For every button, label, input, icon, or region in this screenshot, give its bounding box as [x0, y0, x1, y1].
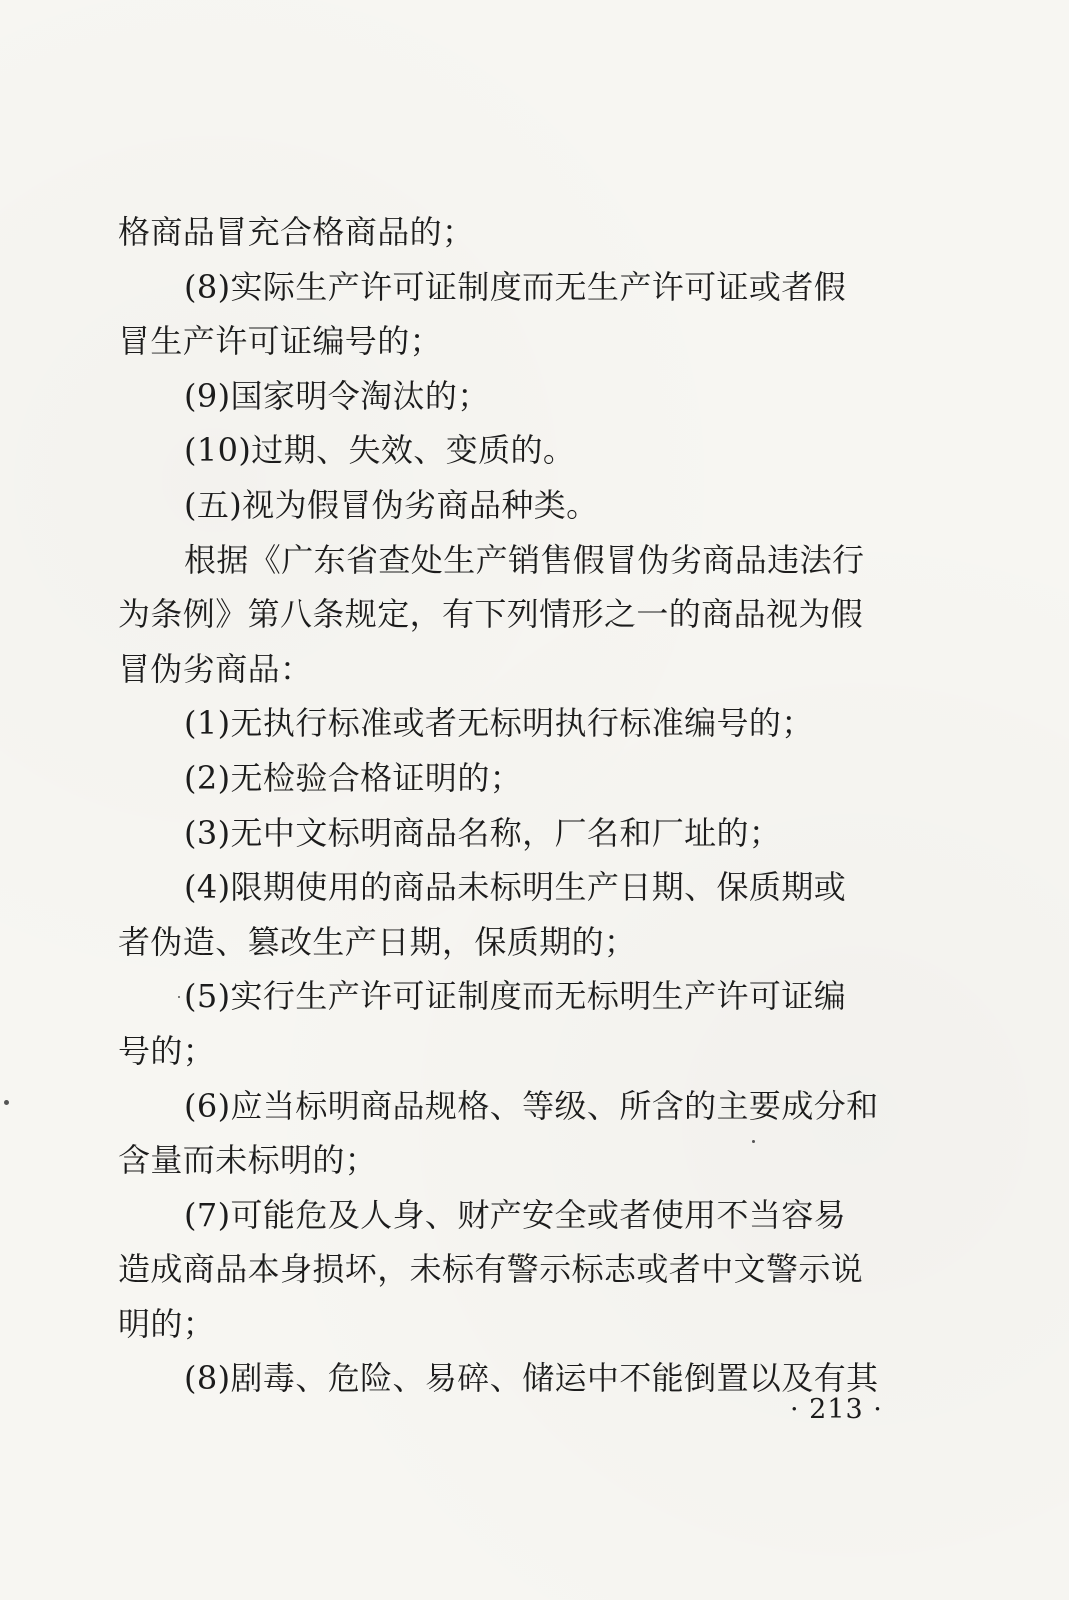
page-number: · 213 ·: [790, 1394, 883, 1425]
text-line: (6)应当标明商品规格、等级、所含的主要成分和: [184, 1086, 879, 1125]
text-line: (7)可能危及人身、财产安全或者使用不当容易: [184, 1195, 847, 1234]
paper-speck: [178, 996, 180, 998]
text-line: (2)无检验合格证明的；: [184, 758, 523, 797]
text-line: (8)剧毒、危险、易碎、储运中不能倒置以及有其: [184, 1359, 879, 1398]
text-line: 号的；: [118, 1031, 216, 1070]
text-line: (3)无中文标明商品名称，厂名和厂址的；: [184, 813, 782, 852]
text-line: (1)无执行标准或者无标明执行标准编号的；: [184, 704, 814, 743]
text-line: 者伪造、篡改生产日期，保质期的；: [118, 922, 637, 961]
text-line: 冒生产许可证编号的；: [118, 322, 443, 361]
text-line: 为条例》第八条规定，有下列情形之一的商品视为假: [118, 595, 864, 634]
text-line: (4)限期使用的商品未标明生产日期、保质期或: [184, 868, 847, 907]
paper-speck: [752, 1140, 755, 1143]
text-line: (5)实行生产许可证制度而无标明生产许可证编: [184, 977, 847, 1016]
text-line: 明的；: [118, 1304, 216, 1343]
text-line: 含量而未标明的；: [118, 1141, 378, 1180]
body-text: [118, 205, 933, 1406]
text-line: (9)国家明令淘汰的；: [184, 376, 490, 415]
text-line: (10)过期、失效、变质的。: [184, 431, 576, 470]
text-line: 根据《广东省查处生产销售假冒伪劣商品违法行: [184, 540, 865, 579]
section-heading: (五)视为假冒伪劣商品种类。: [184, 485, 599, 524]
text-line: 冒伪劣商品：: [118, 649, 313, 688]
text-line: 造成商品本身损坏，未标有警示标志或者中文警示说: [118, 1250, 864, 1289]
text-line: 格商品冒充合格商品的；: [118, 213, 475, 251]
paper-speck: [4, 1100, 9, 1105]
text-line: (8)实际生产许可证制度而无生产许可证或者假: [184, 267, 847, 306]
